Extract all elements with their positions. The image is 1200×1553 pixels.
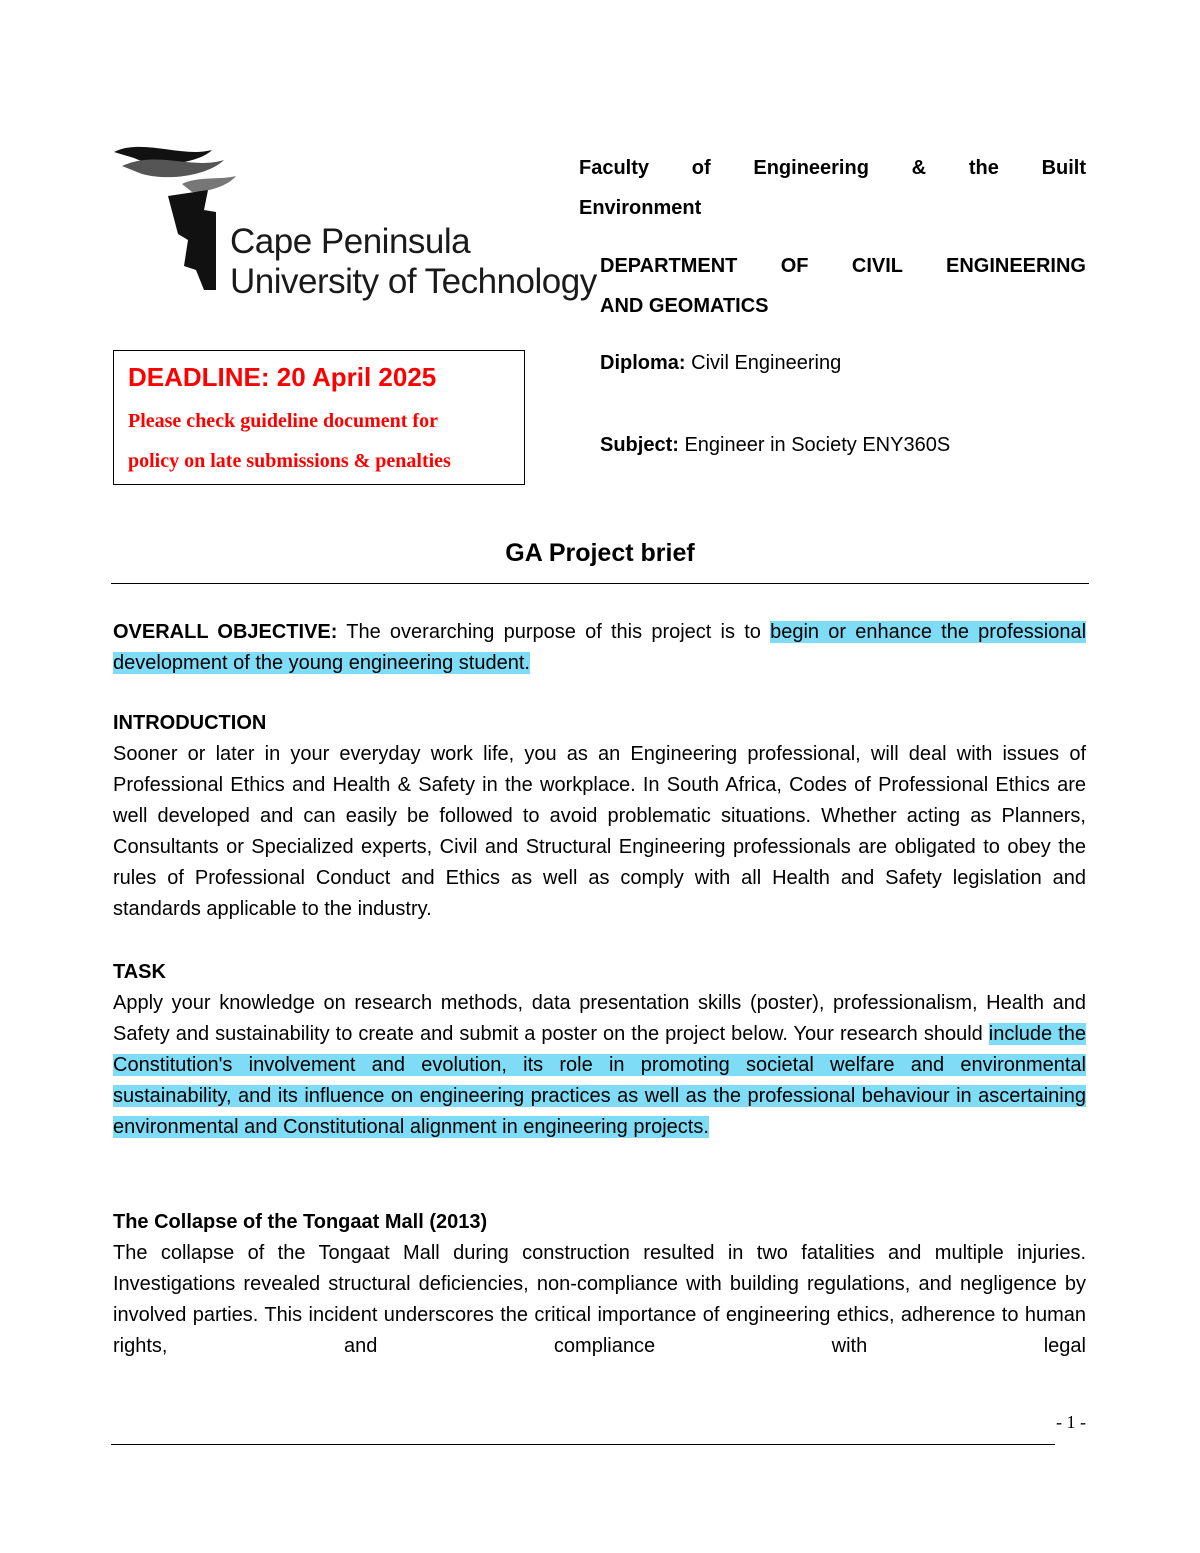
department-heading: DEPARTMENT OF CIVIL ENGINEERING [600,255,1086,277]
subject-line [600,428,950,462]
deadline-note [128,401,451,481]
objective-label: OVERALL OBJECTIVE: [113,621,338,643]
introduction-section [113,708,1086,925]
page-number: - 1 - [1056,1412,1086,1432]
deadline-note-line-1: Please check guideline document for [128,410,438,432]
subject-value: Engineer in Society ENY360S [678,434,951,456]
department-heading-continued: AND GEOMATICS [600,295,769,317]
case-study-paragraph: The collapse of the Tongaat Mall during construction resulted in two fatalities and multiple injuries. Investigations revealed structural deficiencies, non-compliance with building regulations, and negligence by involved parties. This incident underscores the critical importance of engineering ethics, adherence to human rights, and compliance with legal [113,1242,1086,1357]
faculty-heading-continued: Environment [579,197,702,219]
objective-section [113,617,1086,679]
case-study-heading: The Collapse of the Tongaat Mall (2013) [113,1211,488,1233]
objective-highlight: begin or enhance the professional development of the young engineering student. [113,621,1087,674]
task-section [113,957,1086,1143]
deadline-title: DEADLINE: 20 April 2025 [128,362,437,392]
logo-wordmark [230,222,597,302]
task-text: Apply your knowledge on research methods, data presentation skills (poster), professionalism, Health and Safety and sustainability to create and submit a poster on the project below. Your research should [113,992,1086,1045]
logo-line-1: Cape Peninsula [230,222,471,261]
footer-divider [111,1444,1055,1445]
diploma-value: Civil Engineering [685,352,842,374]
diploma-label: Diploma: [600,352,686,374]
introduction-heading: INTRODUCTION [113,712,267,734]
introduction-paragraph: Sooner or later in your everyday work life, you as an Engineering professional, will deal with issues of Professional Ethics and Health & Safety in the workplace. In South Africa, Codes of Professional Ethics are well developed and can easily be followed to avoid problematic situations. Whether acting as Planners, Consultants or Specialized experts, Civil and Structural Engineering professionals are obligated to obey the rules of Professional Conduct and Ethics as well as comply with all Health and Safety legislation and standards applicable to the industry. [113,743,1086,920]
task-paragraph [113,988,1086,1143]
subject-label: Subject: [600,434,679,456]
document-title: GA Project brief [505,539,695,567]
deadline-note-line-2: policy on late submissions & penalties [128,450,451,472]
task-highlight: include the Constitution's involvement and evolution, its role in promoting societal welfare and environmental sustainability, and its influence on engineering practices as well as the professional behaviour in ascertaining environmental and Constitutional alignment in engineering projects. [113,1023,1086,1138]
objective-paragraph [113,617,1086,679]
title-divider [111,583,1089,584]
faculty-heading: Faculty of Engineering & the Built [579,157,1086,179]
task-heading: TASK [113,961,166,983]
deadline-box [113,350,525,485]
logo-line-2: University of Technology [230,262,597,301]
case-study-section [113,1207,1086,1362]
objective-text: The overarching purpose of this project is to [337,621,771,643]
diploma-line [600,346,841,380]
